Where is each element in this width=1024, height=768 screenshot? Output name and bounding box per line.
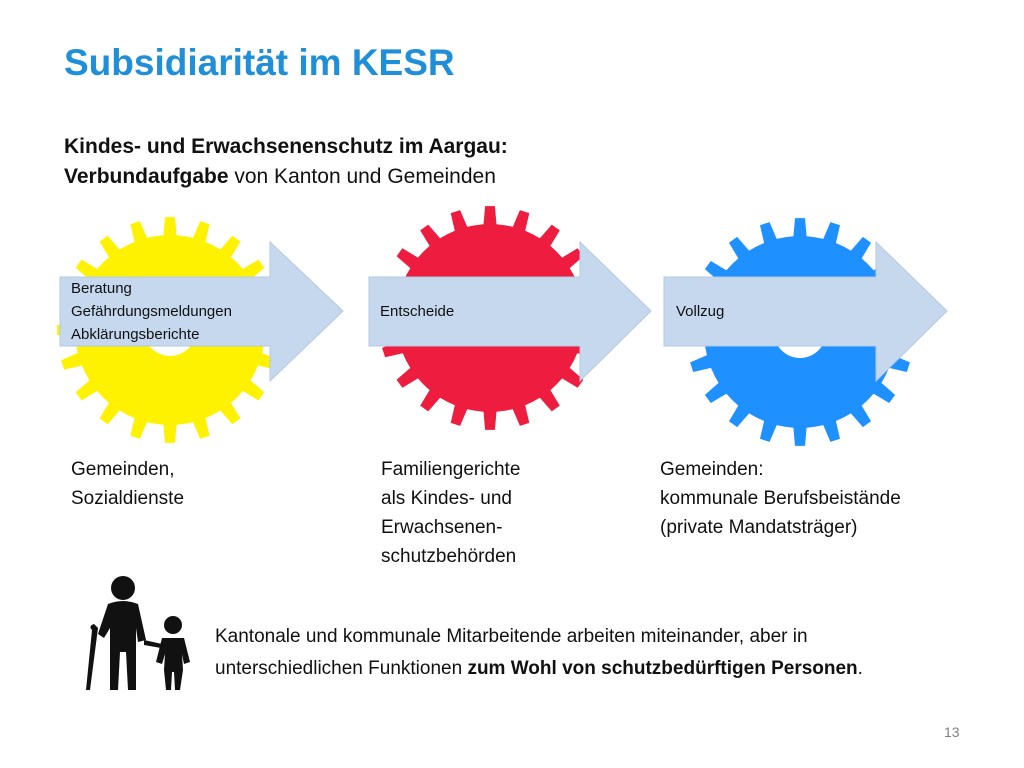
subtitle-line-1: Kindes- und Erwachsenenschutz im Aargau: bbox=[64, 135, 508, 158]
page-number: 13 bbox=[944, 724, 960, 740]
note-text: Kantonale und kommunale Mitarbeitende arbeiten miteinander, aber in unterschiedlichen Funktionen zum Wohl von schutzbedürftigen Personen. bbox=[215, 626, 863, 679]
actor-step-2: Familiengerichte als Kindes- und Erwachsenen- schutzbehörden bbox=[381, 459, 521, 567]
actor-step-1: Gemeinden, Sozialdienste bbox=[71, 459, 185, 509]
elderly-person-and-child-icon bbox=[78, 570, 208, 695]
actor-step-3: Gemeinden: kommunale Berufsbeistände (private Mandatsträger) bbox=[660, 459, 901, 538]
subtitle-line-2: Verbundaufgabe von Kanton und Gemeinden bbox=[64, 165, 496, 188]
arrow-label-step-2: Entscheide bbox=[380, 303, 455, 320]
arrow-label-step-3: Vollzug bbox=[676, 303, 725, 320]
page-title: Subsidiarität im KESR bbox=[64, 42, 455, 83]
arrow-label-step-1: Beratung Gefährdungsmeldungen Abklärungsberichte bbox=[71, 280, 232, 343]
